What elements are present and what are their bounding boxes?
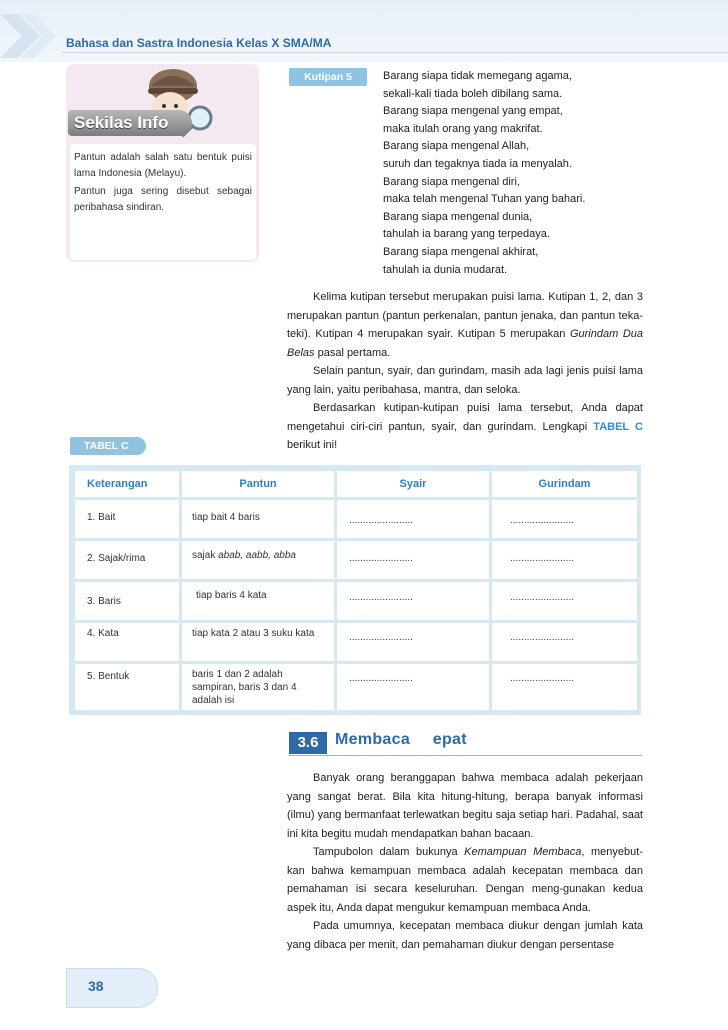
table-header-gurindam: Gurindam	[492, 471, 637, 497]
table-header-syair: Syair	[337, 471, 489, 497]
paragraph-text: Tampubolon dalam bukunya	[313, 846, 465, 858]
poem-line: Barang siapa tidak memegang agama,	[383, 70, 572, 82]
poem-line: suruh dan tegaknya tiada ia menyalah.	[383, 157, 572, 170]
paragraph-kecepatan: Pada umumnya, kecepatan membaca diukur dengan jumlah kata yang dibaca per menit, dan pemahaman diukur dengan persentase	[287, 920, 643, 951]
table-cell-keterangan: 4. Kata	[75, 623, 179, 661]
page-number: 38	[88, 978, 104, 994]
table-cell-gurindam-blank: .......................	[492, 541, 637, 579]
table-header-pantun: Pantun	[182, 471, 334, 497]
poem-line: maka itulah orang yang makrifat.	[383, 122, 543, 135]
poem-line: Barang siapa mengenal akhirat,	[383, 245, 539, 258]
table-cell-syair-blank: .......................	[337, 541, 489, 579]
paragraph-italic: Gurindam Dua Belas	[287, 328, 643, 359]
paragraph-text: berikut ini!	[287, 439, 338, 451]
sekilas-info-content	[70, 144, 256, 260]
table-cell-pantun: baris 1 dan 2 adalah sampiran, baris 3 dan 4 adalah isi	[182, 664, 334, 710]
running-header-title: Bahasa dan Sastra Indonesia Kelas X SMA/MA	[66, 36, 332, 50]
table-cell-pantun: tiap kata 2 atau 3 suku kata	[182, 623, 334, 661]
table-cell-syair-blank: .......................	[337, 582, 489, 620]
table-cell-syair-blank: .......................	[337, 623, 489, 661]
poem-kutipan-5	[383, 68, 673, 279]
tabel-c-label: TABEL C	[70, 437, 146, 455]
section-divider	[289, 755, 642, 756]
table-cell-keterangan: 3. Baris	[75, 582, 179, 620]
cell-italic: abab, aabb, abba	[218, 550, 296, 561]
table-cell-gurindam-blank: .......................	[492, 664, 637, 710]
paragraph-kutipan-summary	[287, 288, 643, 362]
body-paragraphs-top	[287, 288, 643, 455]
tabel-c	[69, 465, 641, 715]
tabel-reference: TABEL C	[593, 420, 643, 433]
body-paragraphs-section	[287, 769, 643, 954]
paragraph-puisi-lama: Selain pantun, syair, dan gurindam, masih ada lagi jenis puisi lama yang lain, yaitu peribahasa, mantra, dan seloka.	[287, 365, 643, 396]
header-divider	[62, 52, 728, 53]
poem-line: Barang siapa mengenal Allah,	[383, 140, 530, 153]
chevron-decoration-icon	[0, 14, 60, 58]
table-cell-syair-blank: .......................	[337, 500, 489, 538]
poem-line: Barang siapa mengenal yang empat,	[383, 105, 563, 118]
poem-line: tahulah ia dunia mudarat.	[383, 263, 508, 276]
table-header-keterangan: Keterangan	[75, 471, 179, 497]
table-cell-pantun: tiap baris 4 kata	[182, 582, 334, 620]
table-cell-syair-blank: .......................	[337, 664, 489, 710]
poem-line: Barang siapa mengenal dunia,	[383, 210, 533, 223]
paragraph-membaca-berat: Banyak orang beranggapan bahwa membaca adalah pekerjaan yang sangat berat. Bila kita hitung-hitung, berapa banyak informasi (ilmu) yang bermanfaat terlewatkan begitu saja setiap hari. Padahal, saat ini kita begitu mudah mendapatkan bahan bacaan.	[287, 772, 643, 840]
poem-line: sekali-kali tiada boleh dibilang sama.	[383, 87, 563, 100]
table-cell-keterangan: 2. Sajak/rima	[75, 541, 179, 579]
poem-line: maka telah mengenal Tuhan yang bahari.	[383, 193, 586, 206]
poem-line: Barang siapa mengenal diri,	[383, 175, 520, 188]
paragraph-lengkapi-tabel	[287, 399, 643, 455]
paragraph-text: Kelima kutipan tersebut merupakan puisi lama. Kutipan 1, 2, dan 3 merupakan pantun (pantun perkenalan, pantun jenaka, dan pantun teka-teki). Kutipan 4 merupakan syair. Kutipan 5 merupakan	[287, 291, 643, 340]
table-cell-pantun	[182, 541, 334, 579]
kutipan-label: Kutipan 5	[289, 68, 367, 86]
book-title-italic: Kemampuan Membaca	[464, 846, 582, 858]
table-cell-keterangan: 1. Bait	[75, 500, 179, 538]
sekilas-info-label: Sekilas Info	[68, 110, 192, 136]
cell-text: sajak	[192, 550, 219, 561]
paragraph-text: Berdasarkan kutipan-kutipan puisi lama tersebut, Anda dapat mengetahui ciri-ciri pantun, syair, dan gurindam. Lengkapi	[287, 402, 643, 433]
paragraph-tampubolon	[287, 843, 643, 917]
table-cell-keterangan: 5. Bentuk	[75, 664, 179, 710]
table-cell-gurindam-blank: .......................	[492, 500, 637, 538]
table-cell-gurindam-blank: .......................	[492, 623, 637, 661]
sekilas-info-paragraph: Pantun juga sering disebut sebagai peribahasa sindiran.	[74, 186, 252, 213]
table-cell-gurindam-blank: .......................	[492, 582, 637, 620]
paragraph-text: pasal pertama.	[314, 346, 391, 359]
table-cell-pantun: tiap bait 4 baris	[182, 500, 334, 538]
section-number: 3.6	[289, 732, 327, 754]
paragraph-text: , menyebut-kan bahwa kemampuan membaca adalah kecepatan membaca dan pemahaman isi secara keseluruhan. Dengan meng-gunakan kedua aspek itu, Anda dapat mengukur kemampuan membaca Anda.	[287, 846, 643, 914]
page-number-tab	[66, 968, 158, 1008]
poem-line: tahulah ia barang yang terpedaya.	[383, 228, 550, 241]
sekilas-info-paragraph: Pantun adalah salah satu bentuk puisi lama Indonesia (Melayu).	[74, 152, 252, 179]
section-title: Membaca epat	[335, 731, 467, 748]
